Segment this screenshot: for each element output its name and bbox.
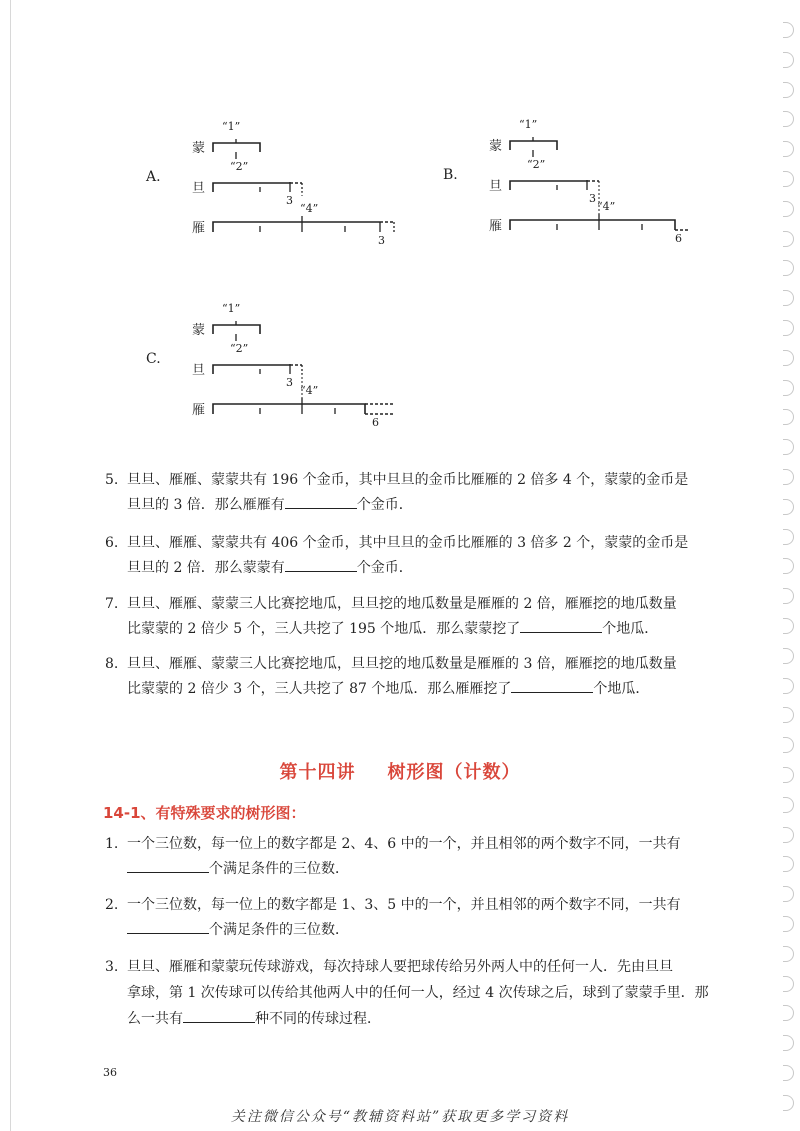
question-text: 比蒙蒙的 2 倍少 3 个，三人共挖了 87 个地瓜．那么雁雁挖了 bbox=[127, 681, 512, 697]
binder-ring bbox=[783, 141, 794, 157]
binder-ring bbox=[783, 529, 794, 545]
question-number: 3. bbox=[105, 959, 119, 975]
question-8 bbox=[105, 652, 735, 702]
question-text: 旦旦、雁雁、蒙蒙三人比赛挖地瓜，旦旦挖的地瓜数量是雁雁的 3 倍，雁雁挖的地瓜数量 bbox=[127, 656, 677, 672]
answer-blank[interactable] bbox=[285, 494, 357, 509]
name-yan: 雁 bbox=[489, 219, 503, 234]
question-text: 个满足条件的三位数． bbox=[209, 922, 349, 938]
diagram-c bbox=[180, 300, 420, 434]
answer-blank[interactable] bbox=[127, 919, 209, 934]
name-meng: 蒙 bbox=[192, 141, 206, 156]
answer-blank[interactable] bbox=[511, 678, 593, 693]
binder-ring bbox=[783, 916, 794, 932]
question-text: 旦旦的 3 倍．那么雁雁有 bbox=[127, 497, 285, 513]
question-text: 一个三位数，每一位上的数字都是 1、3、5 中的一个，并且相邻的两个数字不同，一共有 bbox=[127, 897, 681, 913]
binder-ring bbox=[783, 648, 794, 664]
binder-ring bbox=[783, 380, 794, 396]
question-text: 旦旦、雁雁、蒙蒙三人比赛挖地瓜，旦旦挖的地瓜数量是雁雁的 2 倍，雁雁挖的地瓜数量 bbox=[127, 596, 677, 612]
question-text: 比蒙蒙的 2 倍少 5 个，三人共挖了 195 个地瓜．那么蒙蒙挖了 bbox=[127, 621, 521, 637]
answer-blank[interactable] bbox=[285, 557, 357, 572]
tag-4: “4” bbox=[597, 200, 616, 213]
binder-ring bbox=[783, 678, 794, 694]
question-text: 一个三位数，每一位上的数字都是 2、4、6 中的一个，并且相邻的两个数字不同，一共有 bbox=[127, 836, 681, 852]
binder-ring bbox=[783, 22, 794, 38]
question-text: 种不同的传球过程． bbox=[255, 1011, 381, 1027]
diagram-b-svg bbox=[477, 116, 717, 246]
question-text: 个金币． bbox=[356, 497, 413, 513]
tag-2: “2” bbox=[230, 342, 249, 355]
answer-blank[interactable] bbox=[520, 618, 602, 633]
question-text: 么一共有 bbox=[127, 1011, 183, 1027]
binder-ring bbox=[783, 1035, 794, 1051]
binder-ring bbox=[783, 231, 794, 247]
option-b-label: B. bbox=[443, 167, 458, 183]
tag-2: “2” bbox=[230, 160, 249, 173]
binder-ring bbox=[783, 618, 794, 634]
diagram-b bbox=[477, 116, 717, 250]
diagram-a-svg bbox=[180, 118, 420, 248]
lecture-title bbox=[0, 758, 800, 784]
tag-2: “2” bbox=[527, 158, 546, 171]
tag-4: “4” bbox=[300, 384, 319, 397]
name-dan: 旦 bbox=[489, 179, 503, 194]
section-title: 14-1、有特殊要求的树形图： bbox=[103, 804, 306, 822]
binder-ring bbox=[783, 1065, 794, 1081]
question-text: 个地瓜． bbox=[593, 681, 650, 697]
binder-ring bbox=[783, 976, 794, 992]
binder-ring bbox=[783, 201, 794, 217]
binder-ring bbox=[783, 797, 794, 813]
problem-3 bbox=[105, 954, 735, 1032]
question-5 bbox=[105, 468, 735, 518]
answer-blank[interactable] bbox=[127, 858, 209, 873]
question-number: 7. bbox=[105, 596, 119, 612]
binder-ring bbox=[783, 260, 794, 276]
page-number: 36 bbox=[103, 1066, 117, 1079]
diagram-c-svg bbox=[180, 300, 420, 430]
binder-ring bbox=[783, 469, 794, 485]
binder-ring bbox=[783, 52, 794, 68]
binder-ring bbox=[783, 856, 794, 872]
bar-dan bbox=[213, 365, 290, 374]
binder-ring bbox=[783, 350, 794, 366]
extra-yan: 6 bbox=[675, 232, 682, 245]
binder-ring bbox=[783, 707, 794, 723]
question-number: 8. bbox=[105, 656, 119, 672]
binder-ring bbox=[783, 886, 794, 902]
binder-ring bbox=[783, 827, 794, 843]
binder-ring bbox=[783, 499, 794, 515]
diagram-a bbox=[180, 118, 420, 252]
question-text: 个金币． bbox=[356, 560, 413, 576]
name-meng: 蒙 bbox=[489, 139, 503, 154]
binder-ring bbox=[783, 82, 794, 98]
question-number: 5. bbox=[105, 472, 119, 488]
extra-dan: 3 bbox=[589, 192, 596, 205]
binder-ring bbox=[783, 171, 794, 187]
question-text: 旦旦、雁雁、蒙蒙共有 196 个金币，其中旦旦的金币比雁雁的 2 倍多 4 个，蒙蒙的金币是 bbox=[127, 472, 689, 488]
bar-meng bbox=[510, 141, 557, 150]
extra-yan: 3 bbox=[378, 234, 385, 247]
bar-yan bbox=[213, 222, 380, 232]
lecture-topic: 树形图（计数） bbox=[387, 762, 521, 783]
problem-2 bbox=[105, 893, 735, 943]
question-text: 旦旦、雁雁、蒙蒙共有 406 个金币，其中旦旦的金币比雁雁的 3 倍多 2 个，蒙蒙的金币是 bbox=[127, 535, 689, 551]
extra-dan: 3 bbox=[286, 376, 293, 389]
question-7 bbox=[105, 592, 735, 642]
bar-meng bbox=[213, 325, 260, 334]
question-number: 6. bbox=[105, 535, 119, 551]
binder-ring bbox=[783, 320, 794, 336]
tag-4: “4” bbox=[300, 202, 319, 215]
bar-yan bbox=[510, 220, 675, 230]
binder-ring bbox=[783, 588, 794, 604]
bar-dan bbox=[213, 183, 290, 192]
binder-ring bbox=[783, 409, 794, 425]
name-dan: 旦 bbox=[192, 363, 206, 378]
extra-dan: 3 bbox=[286, 194, 293, 207]
bar-yan bbox=[213, 404, 365, 414]
bar-meng bbox=[213, 143, 260, 152]
binder-ring bbox=[783, 737, 794, 753]
extra-yan: 6 bbox=[372, 416, 379, 429]
binder-ring bbox=[783, 290, 794, 306]
binder-ring bbox=[783, 111, 794, 127]
question-6 bbox=[105, 531, 735, 581]
answer-blank[interactable] bbox=[183, 1008, 255, 1023]
binder-ring bbox=[783, 1005, 794, 1021]
problem-1 bbox=[105, 832, 735, 882]
question-text: 拿球，第 1 次传球可以传给其他两人中的任何一人，经过 4 次传球之后，球到了蒙蒙手里．那 bbox=[127, 985, 709, 1001]
question-text: 个满足条件的三位数． bbox=[209, 861, 349, 877]
name-meng: 蒙 bbox=[192, 323, 206, 338]
lecture-number: 第十四讲 bbox=[279, 762, 356, 783]
binder-ring bbox=[783, 946, 794, 962]
question-text: 旦旦的 2 倍．那么蒙蒙有 bbox=[127, 560, 285, 576]
question-number: 2. bbox=[105, 897, 119, 913]
name-yan: 雁 bbox=[192, 221, 206, 236]
question-number: 1. bbox=[105, 836, 119, 852]
option-a-label: A. bbox=[146, 169, 161, 185]
tag-1: “1” bbox=[519, 118, 538, 131]
name-yan: 雁 bbox=[192, 403, 206, 418]
tag-1: “1” bbox=[222, 302, 241, 315]
option-c-label: C. bbox=[146, 351, 161, 367]
tag-1: “1” bbox=[222, 120, 241, 133]
name-dan: 旦 bbox=[192, 181, 206, 196]
binder-ring bbox=[783, 439, 794, 455]
binder-ring bbox=[783, 558, 794, 574]
question-text: 个地瓜． bbox=[602, 621, 659, 637]
question-text: 旦旦、雁雁和蒙蒙玩传球游戏，每次持球人要把球传给另外两人中的任何一人．先由旦旦 bbox=[127, 959, 673, 975]
page-edge bbox=[10, 0, 11, 1131]
bar-dan bbox=[510, 181, 587, 190]
footer-note: 关注微信公众号“教辅资料站”获取更多学习资料 bbox=[230, 1109, 570, 1125]
